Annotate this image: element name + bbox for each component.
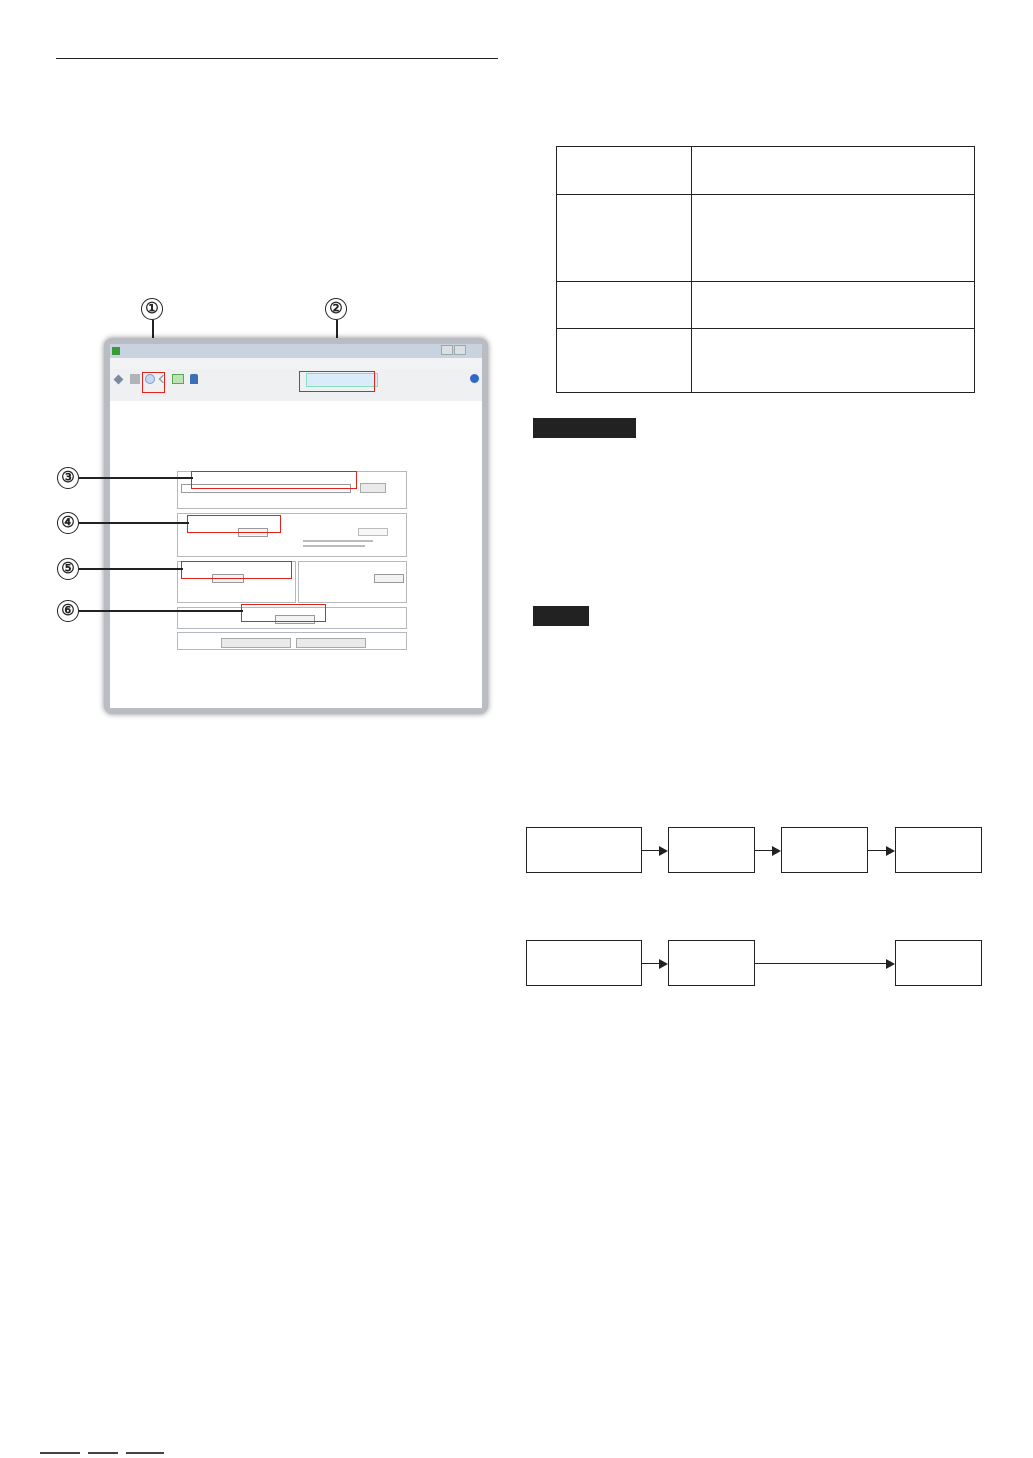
flow-arrowhead-5	[886, 959, 895, 969]
highlight-2	[299, 371, 375, 392]
flow-box-6	[668, 940, 755, 986]
pullup-field[interactable]	[358, 528, 388, 536]
help-icon[interactable]	[470, 374, 479, 383]
apply-button[interactable]	[360, 483, 386, 493]
footer-mark	[126, 1452, 164, 1454]
footer-mark	[40, 1452, 80, 1454]
table-cell	[557, 328, 692, 392]
pullup-note	[303, 540, 373, 542]
toolbar	[110, 369, 482, 391]
callout-5: ⑤	[57, 558, 79, 580]
callout-6: ⑥	[57, 600, 79, 622]
clock-group	[298, 561, 407, 603]
window-controls	[440, 345, 480, 356]
window-titlebar	[110, 344, 482, 358]
callout-3-leader	[79, 477, 193, 479]
callout-1: ①	[141, 298, 163, 320]
flow-arrowhead-2	[772, 846, 781, 856]
flow-box-4	[895, 827, 982, 873]
highlight-5	[181, 561, 292, 579]
lock-icon[interactable]	[190, 374, 198, 384]
flow-arrow-3	[868, 850, 887, 851]
image-icon[interactable]	[172, 374, 184, 384]
flow-box-5	[526, 940, 642, 986]
table-row	[557, 328, 975, 392]
clock-dropdown[interactable]	[374, 574, 404, 583]
highlight-6	[241, 604, 326, 622]
callout-4-leader	[79, 522, 189, 524]
settings-table	[556, 146, 975, 393]
flow-arrowhead-3	[886, 846, 895, 856]
flow-box-1	[526, 827, 642, 873]
reboot-button[interactable]	[221, 638, 291, 648]
tab-strip	[110, 391, 482, 401]
table-cell	[692, 328, 975, 392]
settings-panel	[110, 401, 482, 708]
maximize-button[interactable]	[454, 345, 466, 355]
flow-box-7	[895, 940, 982, 986]
minimize-button[interactable]	[441, 345, 453, 355]
caution-label	[533, 418, 636, 438]
reset-group	[177, 632, 407, 650]
callout-4: ④	[57, 512, 79, 534]
flow-arrowhead-1	[659, 846, 668, 856]
table-cell	[557, 281, 692, 328]
callout-3: ③	[57, 467, 79, 489]
callout-2: ②	[325, 298, 347, 320]
flow-arrow-4	[642, 963, 660, 964]
clear-config-button[interactable]	[296, 638, 366, 648]
app-window-screenshot	[104, 338, 488, 714]
flow-arrow-2	[755, 850, 773, 851]
callout-6-leader	[79, 610, 243, 612]
footer-mark	[88, 1452, 118, 1454]
flow-box-3	[781, 827, 868, 873]
table-cell	[557, 147, 692, 195]
flow-arrow-1	[642, 850, 660, 851]
table-row	[557, 147, 975, 195]
note-label	[533, 606, 589, 626]
flow-box-2	[668, 827, 755, 873]
flow-arrowhead-4	[659, 959, 668, 969]
table-cell	[692, 147, 975, 195]
flow-arrow-5	[755, 963, 887, 964]
menu-bar	[110, 358, 482, 369]
highlight-1	[142, 372, 165, 393]
header-rule	[56, 58, 498, 59]
highlight-4	[187, 515, 281, 533]
highlight-3	[191, 471, 357, 489]
wrench-icon[interactable]	[114, 375, 124, 385]
table-row	[557, 195, 975, 281]
grid-icon[interactable]	[130, 374, 140, 384]
table-cell	[692, 195, 975, 281]
table-cell	[557, 195, 692, 281]
callout-5-leader	[79, 568, 183, 570]
app-icon	[112, 347, 120, 355]
table-cell	[692, 281, 975, 328]
pullup-note-2	[303, 545, 365, 547]
table-row	[557, 281, 975, 328]
